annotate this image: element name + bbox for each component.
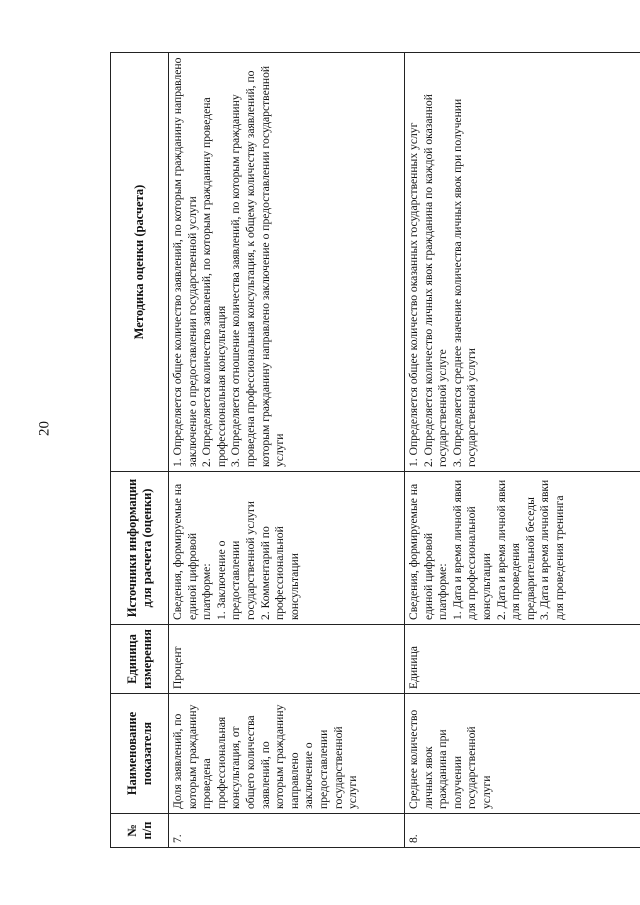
- row-sources: Сведения, формируемые на единой цифровой платформе: 1. Дата и время личной явки для профессиональной консультации 2. Дата и время личной явки для проведения предварительной беседы 3. Дата и время личной явки для проведения тренинга: [405, 472, 640, 625]
- header-method: Методика оценки (расчета): [111, 53, 169, 472]
- row-unit: Процент: [169, 625, 405, 694]
- table-header-row: [111, 53, 169, 848]
- page-number: 20: [36, 421, 53, 436]
- header-num: № п/п: [111, 814, 169, 848]
- indicators-table: [110, 52, 640, 848]
- table-row: [405, 53, 640, 848]
- row-num: 8.: [405, 814, 640, 848]
- row-sources: Сведения, формируемые на единой цифровой платформе: 1. Заключение о предоставлении государственной услуги 2. Комментарий по профессиональной консультации: [169, 472, 405, 625]
- row-name: Среднее количество личных явок гражданина при получении государственной услуги: [405, 694, 640, 814]
- row-unit: Единица: [405, 625, 640, 694]
- row-method: 1. Определяется общее количество заявлений, по которым гражданину направлено заключение о предоставлении государственной услуги 2. Определяется количество заявлений, по которым гражданину проведена профессиональная консультация 3. Определяется отношение количества заявлений, по которым гражданину проведена профессиональная консультация, к общему количеству заявлений, по которым гражданину направлено заключение о предоставлении государственной услуги: [169, 53, 405, 472]
- header-name: Наименование показателя: [111, 694, 169, 814]
- rotated-table-container: [110, 53, 640, 848]
- header-sources: Источники информации для расчета (оценки): [111, 472, 169, 625]
- row-method: 1. Определяется общее количество оказанных государственных услуг 2. Определяется количество личных явок гражданина по каждой оказанной государственной услуге 3. Определяется среднее значение количества личных явок при получении государственной услуги: [405, 53, 640, 472]
- row-name: Доля заявлений, по которым гражданину проведена профессиональная консультация, от общего количества заявлений, по которым гражданину направлено заключение о предоставлении государственной услуги: [169, 694, 405, 814]
- table-row: [169, 53, 405, 848]
- row-num: 7.: [169, 814, 405, 848]
- header-unit: Единица измерения: [111, 625, 169, 694]
